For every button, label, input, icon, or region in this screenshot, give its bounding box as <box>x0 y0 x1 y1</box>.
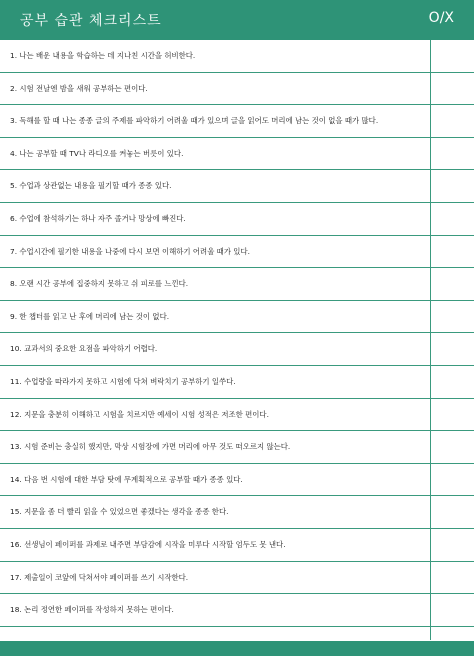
checklist-row <box>0 594 474 627</box>
question-text: 12. 지문을 충분히 이해하고 시험을 치르지만 예세이 시험 성적은 저조한 편이다. <box>10 409 269 419</box>
ox-answer-cell[interactable] <box>431 40 474 72</box>
checklist-row <box>0 236 474 269</box>
ox-answer-cell[interactable] <box>431 301 474 333</box>
question-text: 14. 다음 번 시험에 대한 부담 탓에 무계획적으로 공부할 때가 종종 있다. <box>10 474 243 484</box>
header-bar <box>0 0 474 40</box>
checklist-rows <box>0 40 474 627</box>
checklist-row <box>0 529 474 562</box>
question-text: 5. 수업과 상관없는 내용을 필기할 때가 종종 있다. <box>10 181 172 191</box>
checklist-row <box>0 431 474 464</box>
ox-answer-cell[interactable] <box>431 236 474 268</box>
question-text: 9. 한 챕터를 읽고 난 후에 머리에 남는 것이 없다. <box>10 311 170 321</box>
question-text: 17. 제출일이 코앞에 닥쳐서야 페이퍼를 쓰기 시작한다. <box>10 572 189 582</box>
page-title: 공부 습관 체크리스트 <box>20 13 162 29</box>
question-text: 10. 교과서의 중요한 요점을 파악하기 어렵다. <box>10 344 158 354</box>
checklist-row <box>0 366 474 399</box>
ox-answer-cell[interactable] <box>431 496 474 528</box>
checklist-row <box>0 333 474 366</box>
checklist-row <box>0 203 474 236</box>
ox-answer-cell[interactable] <box>431 73 474 105</box>
ox-answer-cell[interactable] <box>431 464 474 496</box>
ox-column-label: O/X <box>428 10 454 26</box>
checklist-row <box>0 301 474 334</box>
ox-answer-cell[interactable] <box>431 333 474 365</box>
question-text: 3. 독해를 할 때 나는 종종 글의 주제를 파악하기 어려울 때가 있으며 글을 읽어도 머리에 남는 것이 없을 때가 많다. <box>10 116 379 126</box>
checklist-row <box>0 138 474 171</box>
question-text: 4. 나는 공부할 때 TV나 라디오를 켜놓는 버릇이 있다. <box>10 148 184 158</box>
checklist-row <box>0 496 474 529</box>
ox-answer-cell[interactable] <box>431 562 474 594</box>
question-text: 18. 논리 정연한 페이퍼를 작성하지 못하는 편이다. <box>10 605 174 615</box>
checklist-row <box>0 105 474 138</box>
question-text: 15. 지문을 좀 더 빨리 읽을 수 있었으면 좋겠다는 생각을 종종 한다. <box>10 507 229 517</box>
question-text: 11. 수업량을 따라가지 못하고 시험에 닥쳐 벼락치기 공부하기 일쑤다. <box>10 376 236 386</box>
ox-answer-cell[interactable] <box>431 399 474 431</box>
checklist-row <box>0 73 474 106</box>
ox-answer-cell[interactable] <box>431 431 474 463</box>
checklist-row <box>0 562 474 595</box>
ox-answer-cell[interactable] <box>431 105 474 137</box>
checklist-row <box>0 399 474 432</box>
question-text: 13. 시험 준비는 충실히 했지만, 막상 시험장에 가면 머리에 아무 것도 떠오르지 않는다. <box>10 442 291 452</box>
question-text: 1. 나는 배운 내용을 학습하는 데 지나친 시간을 허비한다. <box>10 51 196 60</box>
ox-answer-cell[interactable] <box>431 366 474 398</box>
ox-answer-cell[interactable] <box>431 170 474 202</box>
checklist-row <box>0 268 474 301</box>
ox-column-divider <box>430 40 431 640</box>
question-text: 2. 시험 전날엔 밤을 새워 공부하는 편이다. <box>10 83 148 93</box>
question-text: 7. 수업시간에 필기한 내용을 나중에 다시 보면 이해하기 어려울 때가 있다. <box>10 246 250 256</box>
ox-answer-cell[interactable] <box>431 594 474 626</box>
ox-answer-cell[interactable] <box>431 529 474 561</box>
ox-answer-cell[interactable] <box>431 138 474 170</box>
ox-answer-cell[interactable] <box>431 268 474 300</box>
footer-bar <box>0 641 474 656</box>
checklist-row <box>0 464 474 497</box>
checklist-row <box>0 40 474 73</box>
ox-answer-cell[interactable] <box>431 203 474 235</box>
question-text: 16. 선생님이 페이퍼를 과제로 내주면 부담감에 시작을 미루다 시작할 엄두도 못 낸다. <box>10 539 286 549</box>
question-text: 6. 수업에 참석하기는 하나 자주 졸거나 망상에 빠진다. <box>10 213 186 223</box>
checklist-row <box>0 170 474 203</box>
question-text: 8. 오랜 시간 공부에 집중하지 못하고 쉬 피로를 느낀다. <box>10 279 189 289</box>
